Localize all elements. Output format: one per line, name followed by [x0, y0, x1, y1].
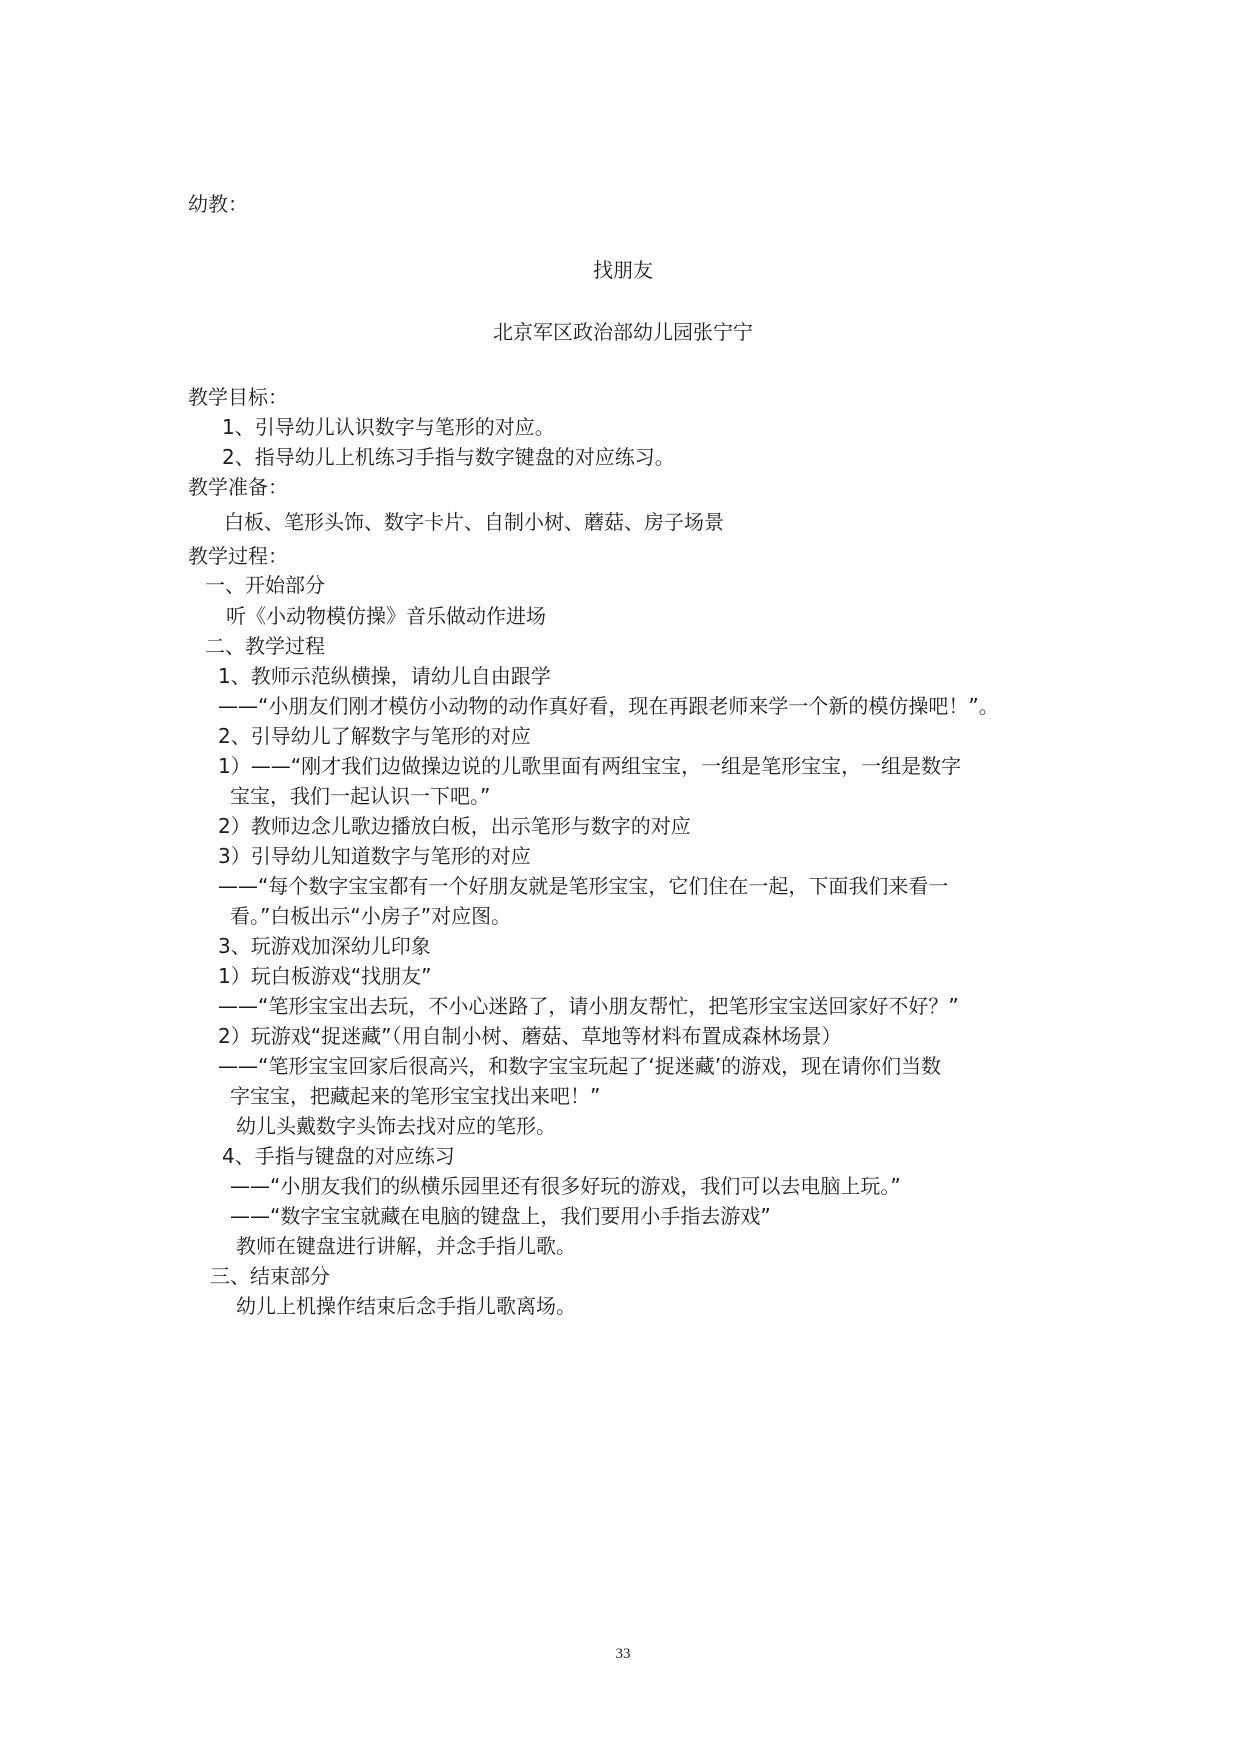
substep: 1）——“刚才我们边做操边说的儿歌里面有两组宝宝，一组是笔形宝宝，一组是数字	[218, 754, 962, 778]
step-title: 2、引导幼儿了解数字与笔形的对应	[218, 724, 531, 748]
substep: 2）玩游戏“捉迷藏”（用自制小树、蘑菇、草地等材料布置成森林场景）	[218, 1024, 842, 1048]
part3-heading: 三、结束部分	[210, 1264, 330, 1288]
step-quote: ——“小朋友我们的纵横乐园里还有很多好玩的游戏，我们可以去电脑上玩。”	[230, 1174, 901, 1198]
substep: 3）引导幼儿知道数字与笔形的对应	[218, 844, 531, 868]
process-heading: 教学过程：	[188, 544, 288, 568]
part1-text: 听《小动物模仿操》音乐做动作进场	[226, 604, 546, 628]
substep: 1）玩白板游戏“找朋友”	[218, 964, 432, 988]
goal-item: 1、引导幼儿认识数字与笔形的对应。	[222, 415, 555, 439]
step-title: 4、手指与键盘的对应练习	[222, 1144, 455, 1168]
step-quote: ——“数字宝宝就藏在电脑的键盘上，我们要用小手指去游戏”	[230, 1204, 771, 1228]
step-title: 1、教师示范纵横操，请幼儿自由跟学	[218, 664, 551, 688]
page-title: 找朋友	[593, 258, 653, 282]
prep-text: 白板、笔形头饰、数字卡片、自制小树、蘑菇、房子场景	[224, 510, 724, 534]
page-number: 33	[615, 1646, 631, 1662]
part2-heading: 二、教学过程	[205, 634, 325, 658]
substep: 2）教师边念儿歌边播放白板，出示笔形与数字的对应	[218, 814, 691, 838]
step-note: 教师在键盘进行讲解，并念手指儿歌。	[236, 1234, 576, 1258]
step-quote: ——“小朋友们刚才模仿小动物的动作真好看，现在再跟老师来学一个新的模仿操吧！”。	[218, 694, 999, 718]
substep-continued: 字宝宝，把藏起来的笔形宝宝找出来吧！”	[230, 1084, 601, 1108]
substep-quote: ——“每个数字宝宝都有一个好朋友就是笔形宝宝，它们住在一起，下面我们来看一	[218, 874, 949, 898]
prep-heading: 教学准备：	[188, 475, 288, 499]
step-title: 3、玩游戏加深幼儿印象	[218, 934, 431, 958]
substep-quote: ——“笔形宝宝回家后很高兴，和数字宝宝玩起了‘捉迷藏’的游戏，现在请你们当数	[218, 1054, 942, 1078]
part3-text: 幼儿上机操作结束后念手指儿歌离场。	[236, 1294, 576, 1318]
substep-note: 幼儿头戴数字头饰去找对应的笔形。	[236, 1114, 556, 1138]
substep-quote: ——“笔形宝宝出去玩，不小心迷路了，请小朋友帮忙，把笔形宝宝送回家好不好？”	[218, 994, 959, 1018]
substep-continued: 宝宝，我们一起认识一下吧。”	[230, 784, 491, 808]
author-line: 北京军区政治部幼儿园张宁宁	[493, 320, 753, 344]
part1-heading: 一、开始部分	[205, 573, 325, 597]
substep-continued: 看。”白板出示“小房子”对应图。	[230, 904, 512, 928]
goal-item: 2、指导幼儿上机练习手指与数字键盘的对应练习。	[222, 445, 675, 469]
header-category: 幼教：	[188, 192, 248, 216]
goals-heading: 教学目标：	[188, 385, 288, 409]
